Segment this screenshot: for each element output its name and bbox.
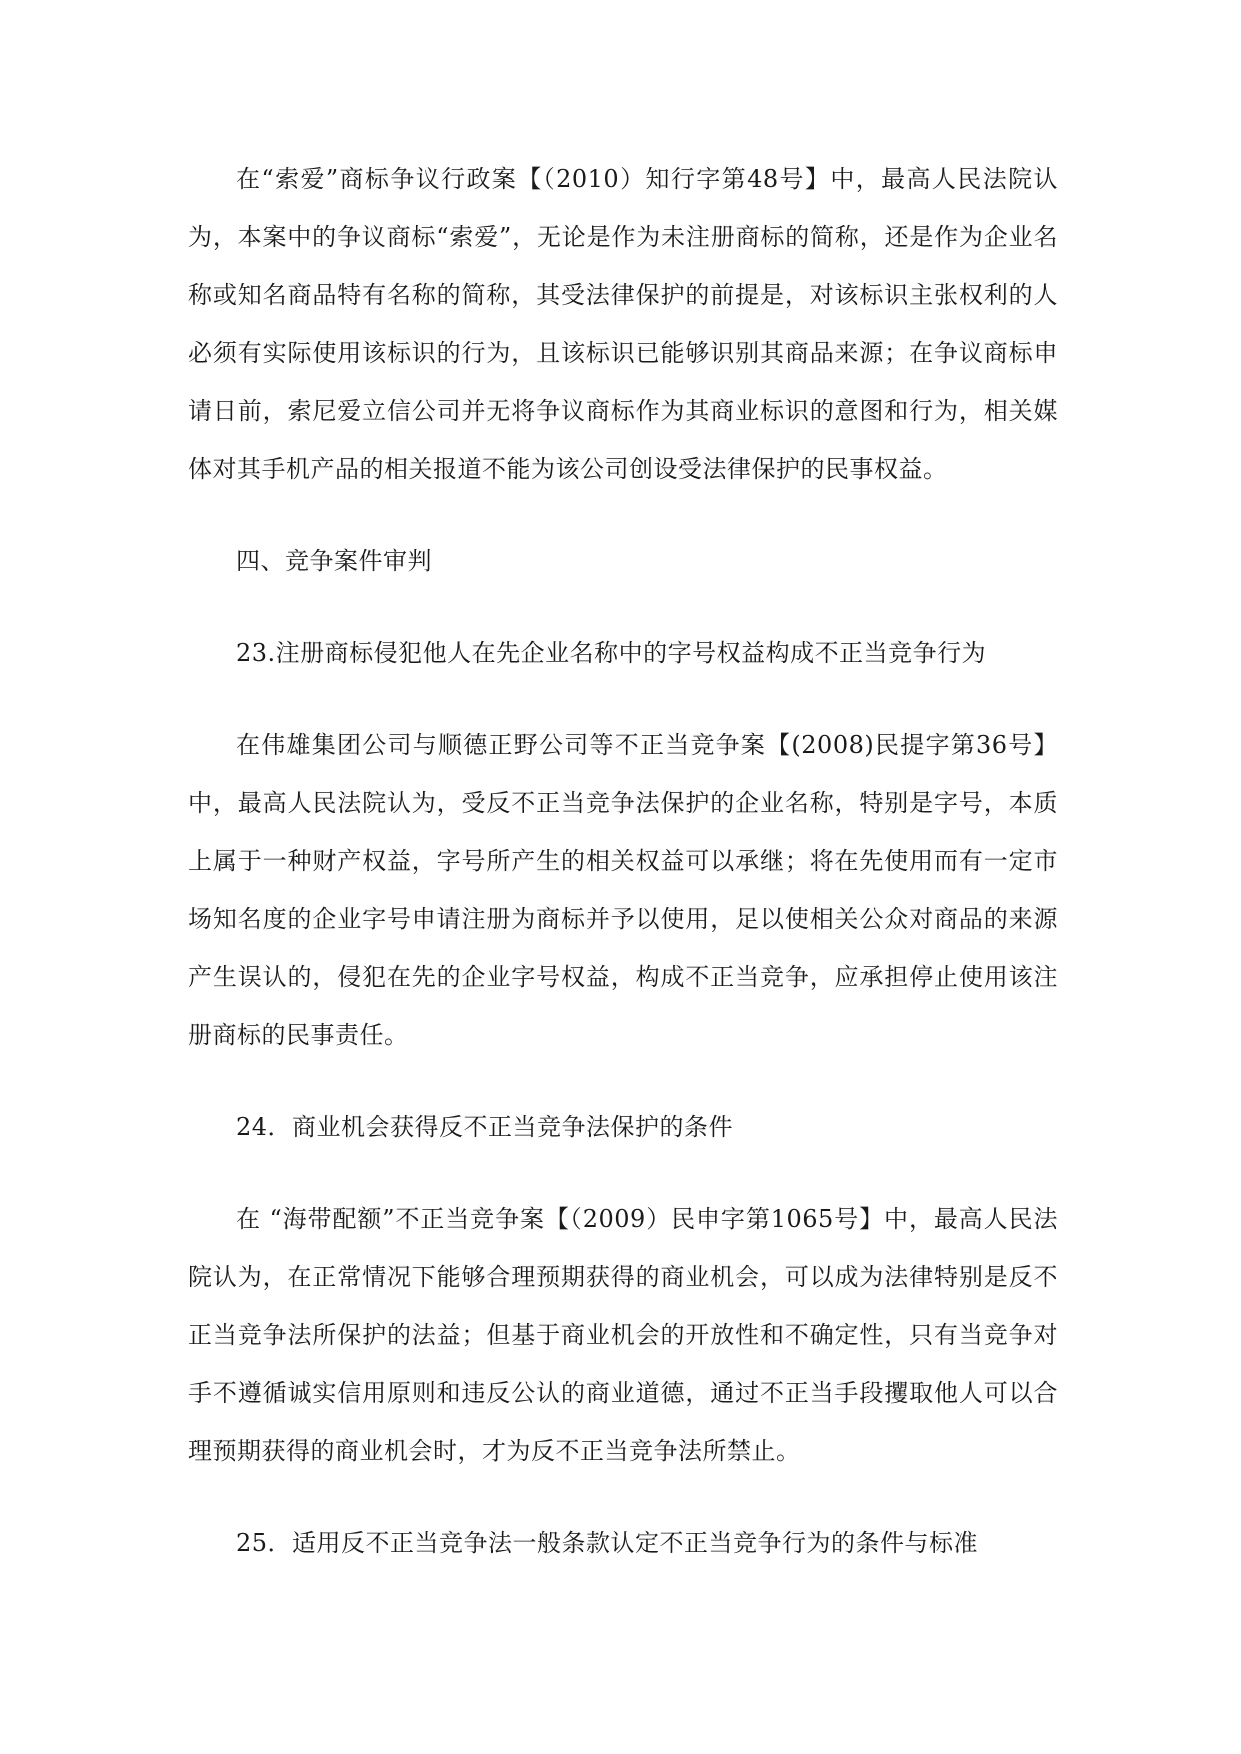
paragraph-weixiong-case: 在伟雄集团公司与顺德正野公司等不正当竞争案【(2008)民提字第36号】中，最高人民法院认为，受反不正当竞争法保护的企业名称，特别是字号，本质上属于一种财产权益，字号所产生的相关权益可以承继；将在先使用而有一定市场知名度的企业字号申请注册为商标并予以使用，足以使相关公众对商品的来源产生误认的，侵犯在先的企业字号权益，构成不正当竞争，应承担停止使用该注册商标的民事责任。 (188, 731, 1058, 1049)
paragraph-kelp-quota-case: 在 “海带配额”不正当竞争案【（2009）民申字第1065号】中，最高人民法院认为，在正常情况下能够合理预期获得的商业机会，可以成为法律特别是反不正当竞争法所保护的法益；但基于商业机会的开放性和不确定性，只有当竞争对手不遵循诚实信用原则和违反公认的商业道德，通过不正当手段攫取他人可以合理预期获得的商业机会时，才为反不正当竞争法所禁止。 (188, 1205, 1058, 1465)
section-heading-competition-cases: 四、竞争案件审判 (236, 547, 432, 575)
paragraph-gap (188, 682, 1058, 716)
paragraph-gap (188, 1480, 1058, 1514)
item-heading-25: 25．适用反不正当竞争法一般条款认定不正当竞争行为的条件与标准 (236, 1529, 979, 1557)
paragraph-gap (188, 498, 1058, 532)
item-heading-23: 23.注册商标侵犯他人在先企业名称中的字号权益构成不正当竞争行为 (236, 639, 987, 667)
paragraph-gap (188, 1156, 1058, 1190)
paragraph-gap (188, 1064, 1058, 1098)
paragraph-gap (188, 590, 1058, 624)
paragraph-suoai-case: 在“索爱”商标争议行政案【（2010）知行字第48号】中，最高人民法院认为，本案中的争议商标“索爱”，无论是作为未注册商标的简称，还是作为企业名称或知名商品特有名称的简称，其受法律保护的前提是，对该标识主张权利的人必须有实际使用该标识的行为，且该标识已能够识别其商品来源；在争议商标申请日前，索尼爱立信公司并无将争议商标作为其商业标识的意图和行为，相关媒体对其手机产品的相关报道不能为该公司创设受法律保护的民事权益。 (188, 165, 1058, 483)
item-heading-24: 24．商业机会获得反不正当竞争法保护的条件 (236, 1113, 734, 1141)
document-page (188, 150, 1058, 1572)
